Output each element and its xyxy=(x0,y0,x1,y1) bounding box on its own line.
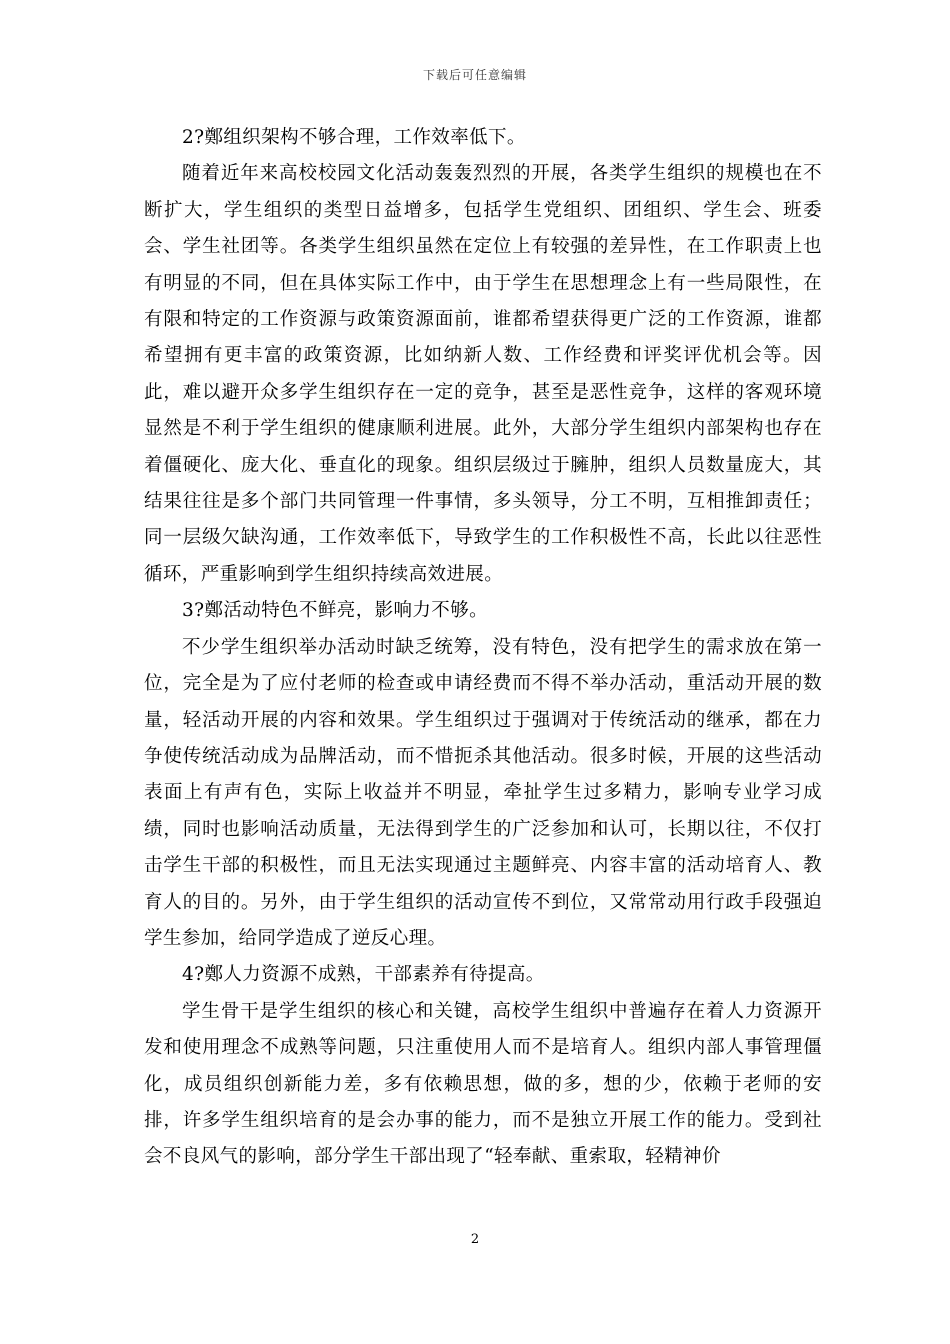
paragraph: 学生骨干是学生组织的核心和关键，高校学生组织中普遍存在着人力资源开发和使用理念不成熟等问题，只注重使用人而不是培育人。组织内部人事管理僵化，成员组织创新能力差，多有依赖思想，做的多，想的少，依赖于老师的安排，许多学生组织培育的是会办事的能力，而不是独立开展工作的能力。受到社会不良风气的影响，部分学生干部出现了“轻奉献、重索取，轻精神价 xyxy=(144,1000,822,1168)
paragraph: 随着近年来高校校园文化活动轰轰烈烈的开展，各类学生组织的规模也在不断扩大，学生组织的类型日益增多，包括学生党组织、团组织、学生会、班委会、学生社团等。各类学生组织虽然在定位上有较强的差异性，在工作职责上也有明显的不同，但在具体实际工作中，由于学生在思想理念上有一些局限性，在有限和特定的工作资源与政策资源面前，谁都希望获得更广泛的工作资源，谁都希望拥有更丰富的政策资源，比如纳新人数、工作经费和评奖评优机会等。因此，难以避开众多学生组织存在一定的竞争，甚至是恶性竞争，这样的客观环境显然是不利于学生组织的健康顺利进展。此外，大部分学生组织内部架构也存在着僵硬化、庞大化、垂直化的现象。组织层级过于臃肿，组织人员数量庞大，其结果往往是多个部门共同管理一件事情，多头领导，分工不明，互相推卸责任；同一层级欠缺沟通，工作效率低下，导致学生的工作积极性不高，长此以往恶性循环，严重影响到学生组织持续高效进展。 xyxy=(144,163,822,585)
paragraph: 不少学生组织举办活动时缺乏统筹，没有特色，没有把学生的需求放在第一位，完全是为了应付老师的检查或申请经费而不得不举办活动，重活动开展的数量，轻活动开展的内容和效果。学生组织过于强调对于传统活动的继承，都在力争使传统活动成为品牌活动，而不惜扼杀其他活动。很多时候，开展的这些活动表面上有声有色，实际上收益并不明显，牵扯学生过多精力，影响专业学习成绩，同时也影响活动质量，无法得到学生的广泛参加和认可，长期以往，不仅打击学生干部的积极性，而且无法实现通过主题鲜亮、内容丰富的活动培育人、教育人的目的。另外，由于学生组织的活动宣传不到位，又常常动用行政手段强迫学生参加，给同学造成了逆反心理。 xyxy=(144,636,822,949)
page-number: 2 xyxy=(470,1232,480,1247)
section-heading-3: 3?鄭活动特色不鲜亮，影响力不够。 xyxy=(182,600,488,622)
section-heading-4: 4?鄭人力资源不成熟，干部素养有待提高。 xyxy=(182,964,545,986)
section-heading-2: 2?鄭组织架构不够合理，工作效率低下。 xyxy=(182,127,526,148)
body-text xyxy=(144,120,822,1176)
page-header: 下载后可任意编辑 xyxy=(422,68,527,82)
